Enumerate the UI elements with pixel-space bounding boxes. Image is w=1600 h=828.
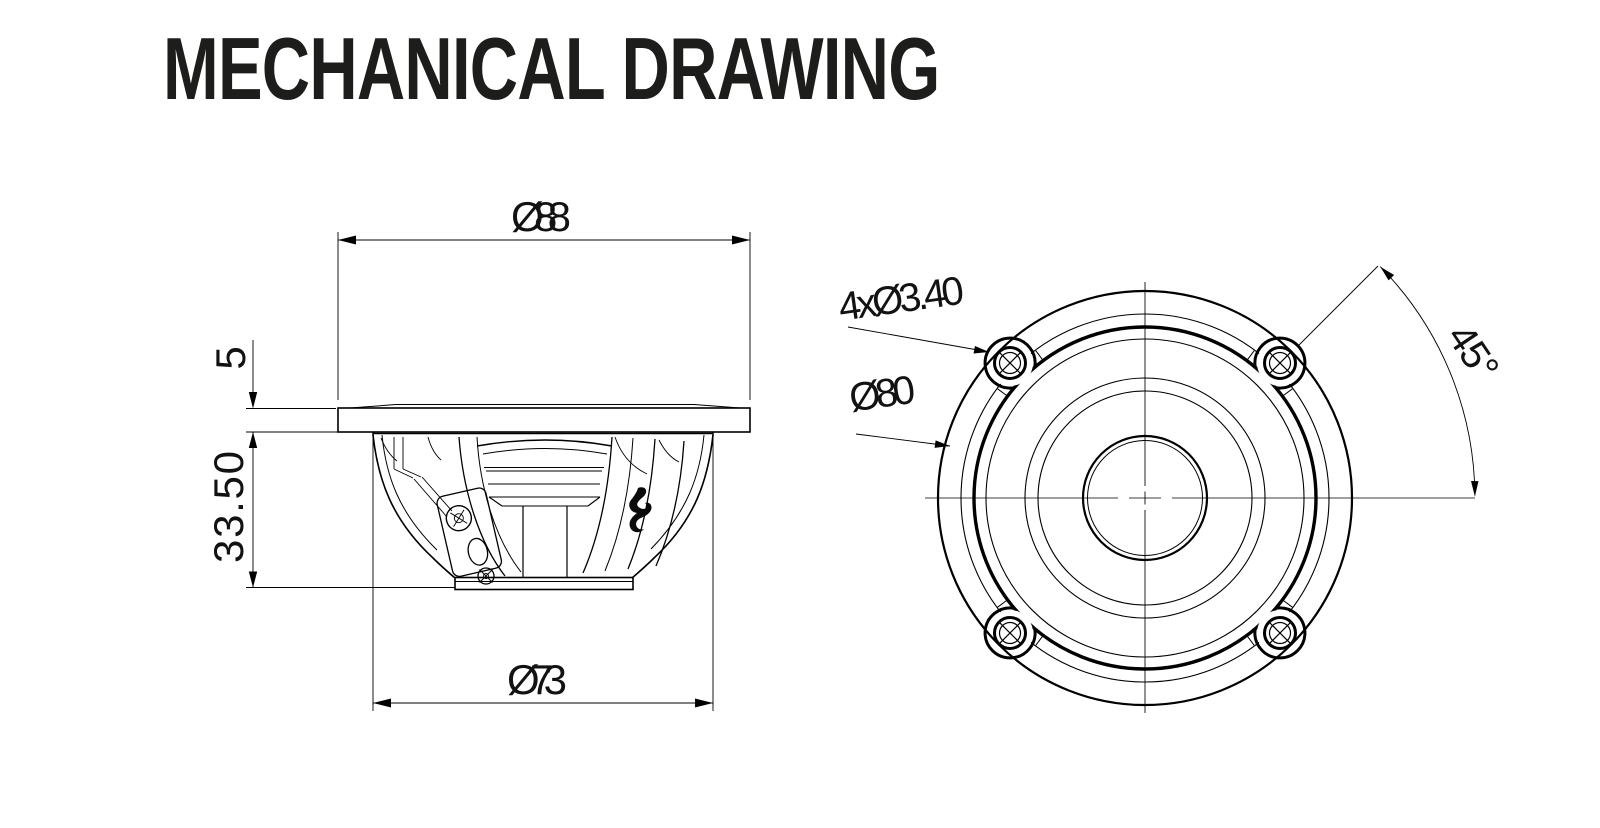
front-view [925, 282, 1475, 713]
mid-spoke-left [583, 437, 612, 573]
pole-piece [523, 506, 567, 577]
spider-ledge [489, 497, 600, 506]
flange-outline [338, 408, 750, 432]
dimension-mounting-holes [836, 269, 989, 354]
screw-cross [480, 570, 493, 583]
dim-text-rear-diameter: Ø73 [507, 656, 567, 703]
dim-text-flange-diameter: Ø88 [511, 193, 571, 240]
arrowhead-right [695, 699, 713, 708]
arrowhead-down [249, 392, 257, 409]
surround-back-edge [477, 440, 612, 446]
angle-arc [1380, 267, 1475, 496]
mounting-hole-top-right [1265, 348, 1296, 379]
page-title: MECHANICAL DRAWING [163, 19, 940, 118]
mid-spoke-right [605, 438, 633, 571]
dimension-flange-thickness [207, 340, 338, 432]
extension-lines [246, 409, 338, 433]
mounting-hole-bottom-right [1265, 618, 1296, 649]
side-view [338, 405, 750, 590]
arrowhead-up [249, 432, 257, 448]
leader-arrowhead [935, 440, 950, 448]
cone-stack-lines [484, 468, 604, 485]
left-window-arcs [381, 437, 441, 461]
angle-radial-line [1299, 266, 1378, 345]
arc-arrowhead-bottom [1471, 481, 1479, 497]
mounting-hole-top-left [995, 348, 1026, 379]
leader-line [848, 327, 989, 352]
dimension-bolt-circle [846, 368, 950, 448]
arrowhead-left [373, 699, 391, 708]
terminal-slot [466, 536, 491, 567]
dim-text-bolt-circle: Ø80 [846, 367, 918, 421]
left-spoke-outer [459, 437, 505, 576]
arc-arrowhead-top [1380, 267, 1394, 281]
right-window-arcs [615, 437, 679, 474]
dimension-flange-diameter [338, 193, 750, 400]
surround-inner-edge [483, 449, 607, 455]
arrowhead-left [338, 236, 356, 245]
dim-text-mounting-depth: 33.50 [205, 451, 252, 563]
dim-text-hole-angle: 45° [1438, 316, 1508, 390]
arrowhead-down [249, 572, 257, 588]
terminal-post-cross [450, 510, 467, 527]
dim-text-flange-thickness: 5 [207, 346, 254, 370]
dim-text-mounting-holes: 4xØ3.40 [835, 268, 967, 330]
logo-spoke-right [656, 441, 684, 566]
mounting-hole-bottom-left [995, 618, 1026, 649]
arrowhead-right [732, 236, 750, 245]
extension-lines [338, 232, 750, 400]
dimension-mounting-depth [205, 432, 455, 588]
dimension-hole-angle [1299, 266, 1507, 497]
